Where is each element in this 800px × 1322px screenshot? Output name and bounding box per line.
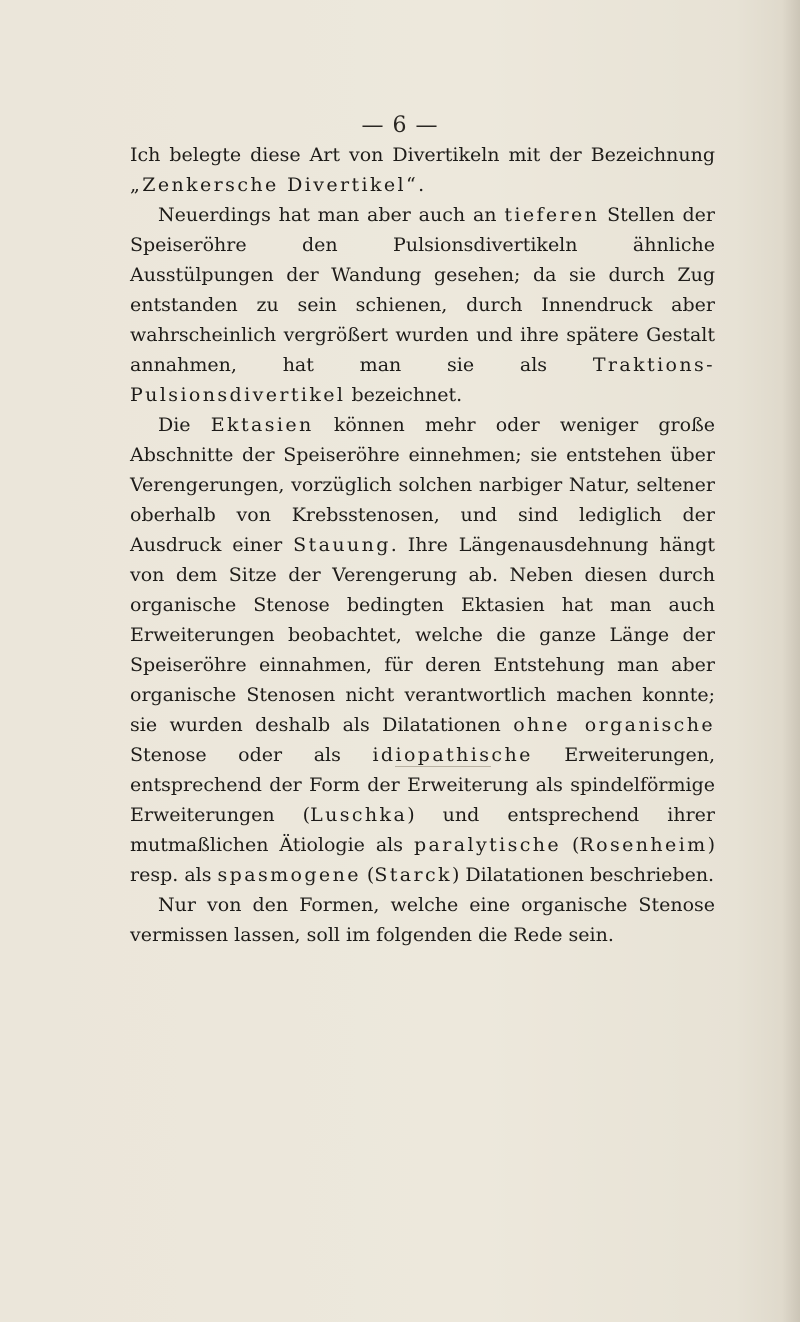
paragraph-2: [130, 200, 715, 410]
spaced-term-ektasien: Ektasien: [210, 414, 314, 436]
text-segment: Stenose oder als: [130, 744, 373, 766]
text-segment: (: [360, 864, 375, 886]
spaced-term-idiopathische: idiopathische: [372, 744, 533, 766]
text-segment: Nur von den Formen, welche eine organische Stenose vermissen lassen, soll im folgenden die Rede sein.: [130, 894, 715, 946]
spaced-term-paralytische: paralytische: [413, 834, 562, 856]
text-segment: bezeichnet.: [345, 384, 463, 406]
text-segment: Erweiterungen, entsprechend der Form der Erweiterung als spindelförmige Erweiterungen (: [130, 744, 715, 826]
spaced-term-zenkersche-divertikel: „Zenkersche Divertikel“: [130, 174, 419, 196]
paragraph-3: [130, 410, 715, 890]
text-segment: .: [418, 174, 425, 196]
text-segment: ) und entsprechend ihrer mutmaßlichen Ätiologie als: [130, 804, 715, 856]
text-segment: Die: [158, 414, 211, 436]
spaced-name-rosenheim: Rosenheim: [579, 834, 708, 856]
spaced-term-stauung: Stauung: [293, 534, 391, 556]
page-edge-shadow: [782, 0, 800, 1322]
paragraph-4: [130, 890, 715, 950]
paragraph-1: [130, 140, 715, 200]
body-text: [130, 140, 715, 950]
text-segment: . Ihre Längenausdehnung hängt von dem Sitze der Verengerung ab. Neben diesen durch organische Stenose bedingten Ektasien hat man auch Erweiterungen beobachtet, welche die ganze Länge der Speiseröhre einnahmen, für deren Entstehung man aber organische Stenosen nicht verantwortlich machen konnte; sie wurden deshalb als Dilatationen: [130, 534, 716, 736]
text-segment: können mehr oder weniger große Abschnitte der Speiseröhre einnehmen; sie entstehen über Verengerungen, vorzüglich solchen narbiger Natur, seltener oberhalb von Krebsstenosen, und sind lediglich der Ausdruck einer: [130, 414, 716, 556]
spaced-name-starck: Starck: [374, 864, 452, 886]
text-segment: Neuerdings hat man aber auch an: [158, 204, 505, 226]
spaced-name-luschka: Luschka: [310, 804, 408, 826]
text-segment: Stellen der Speiseröhre den Pulsionsdivertikeln ähnliche Ausstülpungen der Wandung gesehen; da sie durch Zug entstanden zu sein schienen, durch Innendruck aber wahrscheinlich vergrößert wurden und ihre spätere Gestalt annahmen, hat man sie als: [130, 204, 715, 376]
text-segment: ) Dilatationen beschrieben.: [451, 864, 715, 886]
footer-rule: [395, 766, 491, 767]
text-segment: (: [561, 834, 580, 856]
spaced-term-traktions-pulsionsdivertikel: Traktions-Pulsionsdivertikel: [130, 354, 715, 406]
spaced-term-ohne-organische: ohne organische: [513, 714, 715, 736]
text-segment: Ich belegte diese Art von Divertikeln mit der Bezeichnung: [130, 144, 715, 166]
spaced-term-tieferen: tieferen: [504, 204, 600, 226]
text-segment: ) resp. als: [130, 834, 716, 886]
page-number: — 6 —: [361, 113, 439, 138]
spaced-term-spasmogene: spasmogene: [217, 864, 361, 886]
